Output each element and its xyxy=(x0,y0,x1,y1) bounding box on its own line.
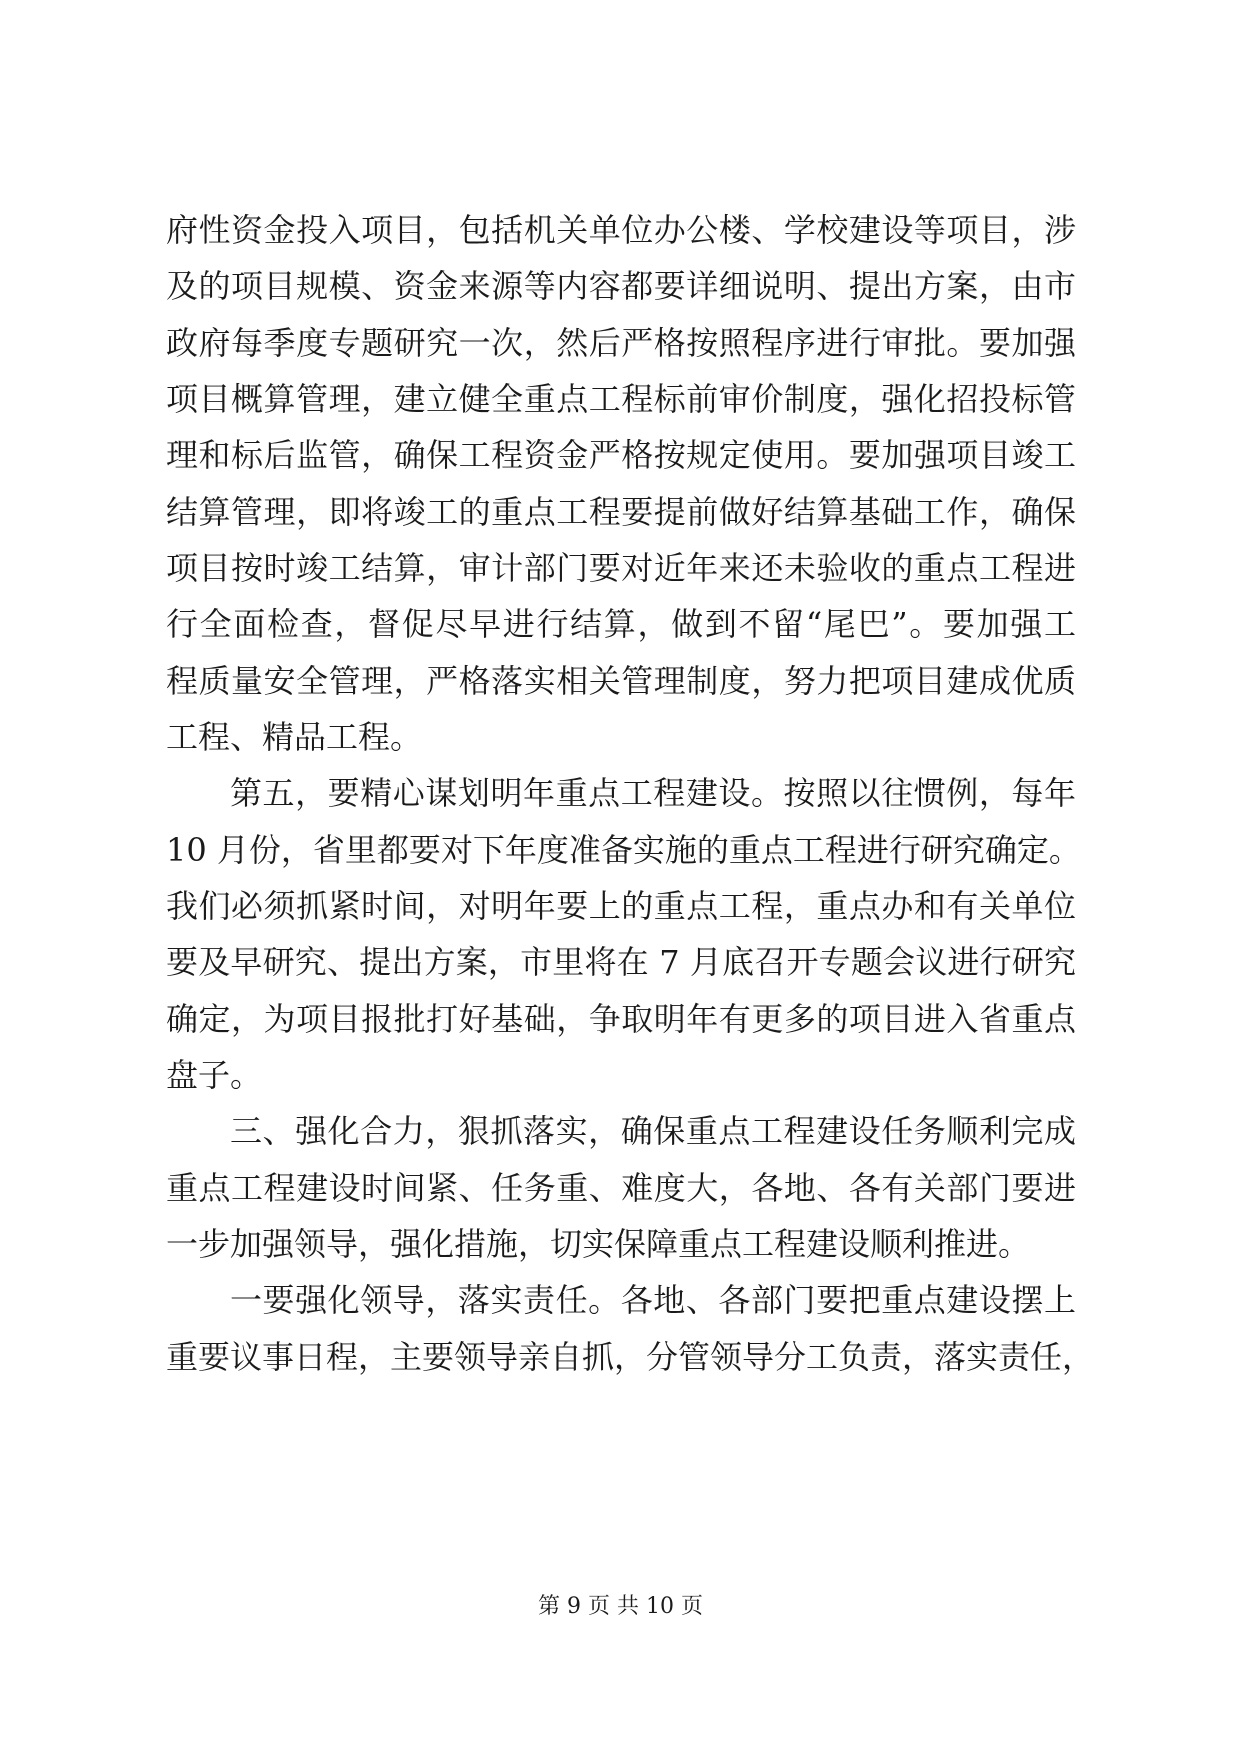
text-line: 项目概算管理，建立健全重点工程标前审价制度，强化招投标管 xyxy=(166,380,1076,418)
text-line: 程质量安全管理，严格落实相关管理制度，努力把项目建成优质 xyxy=(166,662,1076,700)
text-line: 结算管理，即将竣工的重点工程要提前做好结算基础工作，确保 xyxy=(166,493,1076,531)
text-line: 工程、精品工程。 xyxy=(166,718,423,756)
paragraph-start-line: 一要强化领导，落实责任。各地、各部门要把重点建设摆上 xyxy=(230,1281,1076,1319)
page-number-footer: 第 9 页 共 10 页 xyxy=(538,1594,703,1619)
text-line: 一步加强领导，强化措施，切实保障重点工程建设顺利推进。 xyxy=(166,1225,1031,1263)
text-line: 确定，为项目报批打好基础，争取明年有更多的项目进入省重点 xyxy=(166,1000,1076,1038)
text-line: 盘子。 xyxy=(166,1056,263,1094)
text-line: 理和标后监管，确保工程资金严格按规定使用。要加强项目竣工 xyxy=(166,436,1076,474)
text-line: 行全面检查，督促尽早进行结算，做到不留“尾巴”。要加强工 xyxy=(166,605,1076,643)
paragraph-start-line: 第五，要精心谋划明年重点工程建设。按照以往惯例，每年 xyxy=(230,774,1076,812)
text-line: 项目按时竣工结算，审计部门要对近年来还未验收的重点工程进 xyxy=(166,549,1076,587)
text-line: 及的项目规模、资金来源等内容都要详细说明、提出方案，由市 xyxy=(166,267,1076,305)
text-line: 要及早研究、提出方案，市里将在 7 月底召开专题会议进行研究 xyxy=(166,943,1076,981)
text-line: 政府每季度专题研究一次，然后严格按照程序进行审批。要加强 xyxy=(166,324,1076,362)
text-line: 我们必须抓紧时间，对明年要上的重点工程，重点办和有关单位 xyxy=(166,887,1076,925)
text-line: 重要议事日程，主要领导亲自抓，分管领导分工负责，落实责任， xyxy=(166,1338,1095,1376)
text-line: 10 月份，省里都要对下年度准备实施的重点工程进行研究确定。 xyxy=(166,831,1081,869)
text-line: 府性资金投入项目，包括机关单位办公楼、学校建设等项目，涉 xyxy=(166,211,1076,249)
text-line: 重点工程建设时间紧、任务重、难度大，各地、各有关部门要进 xyxy=(166,1169,1076,1207)
section-heading: 三、强化合力，狠抓落实，确保重点工程建设任务顺利完成 xyxy=(230,1112,1076,1150)
